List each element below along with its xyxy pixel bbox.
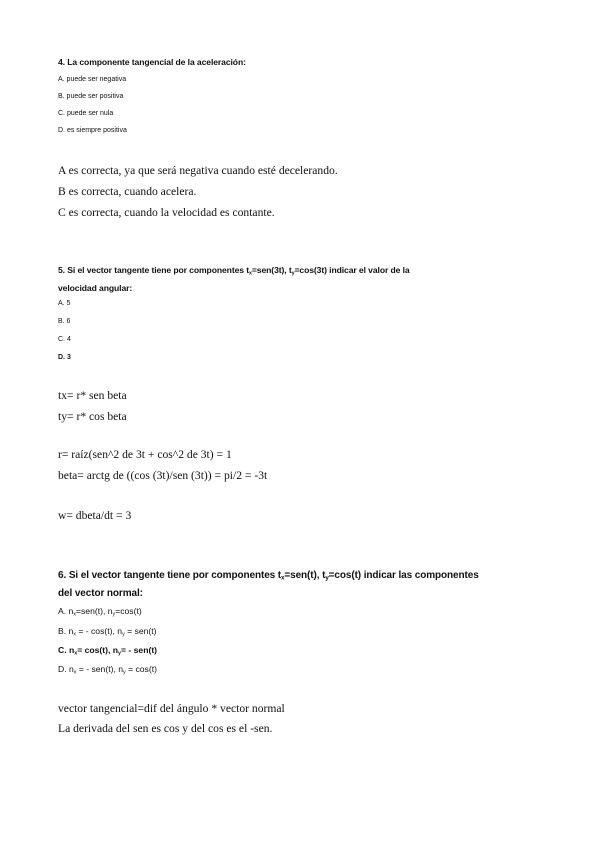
q4-option-d: D. es siempre positiva — [58, 127, 127, 134]
q6-option-b: B. $n_x$ = - cos(t), $n_y = sen(t)$ — [58, 626, 157, 638]
q4-option-c: C. puede ser nula — [58, 110, 114, 117]
q6-answer-line-1: vector tangencial=dif del ángulo * vector normal — [58, 702, 285, 715]
question-5-title: 5. Si el vector tangente tiene por componentes $t_x=sen(3t)$, $t_y=\cos(3t)$ indicar el valor de la — [58, 265, 410, 277]
q6-option-d: D. $n_x$ = - sen(t), $n_y = \cos(t)$ — [58, 664, 157, 676]
q5-option-d: D. 3 — [58, 354, 71, 361]
q5-option-a: A. 5 — [58, 300, 71, 307]
q6-answer-line-2: La derivada del sen es cos y del cos es el -sen. — [58, 722, 273, 735]
q4-option-b: B. puede ser positiva — [58, 93, 124, 100]
question-6-title-line-2: del vector normal: — [58, 588, 143, 599]
q4-answer-line-1: A es correcta, ya que será negativa cuando esté decelerando. — [58, 164, 338, 177]
q4-answer-line-3: C es correcta, cuando la velocidad es contante. — [58, 206, 275, 219]
q5-option-c: C. 4 — [58, 336, 71, 343]
q5-work-line-5: w= dbeta/dt = 3 — [58, 509, 132, 522]
q5-option-b: B. 6 — [58, 318, 71, 325]
q5-work-line-3: r= raíz(sen^2 de 3t + cos^2 de 3t) = 1 — [58, 448, 232, 461]
q4-option-a: A. puede ser negativa — [58, 76, 127, 83]
q5-work-line-4: beta= arctg de ((cos (3t)/sen (3t)) = pi/2 = -3t — [58, 469, 268, 482]
question-6-title: 6. Si el vector tangente tiene por componentes $t_x=sen(t)$, $t_y=\cos(t)$ indicar las componentes — [58, 570, 479, 582]
q4-answer-line-2: B es correcta, cuando acelera. — [58, 185, 197, 198]
question-5-title-line-2: velocidad angular: — [58, 283, 133, 293]
q5-work-line-1: tx= r* sen beta — [58, 389, 127, 402]
q6-option-a: A. $n_x=sen(t)$, $n_y=\cos(t)$ — [58, 606, 142, 618]
question-4-title: 4. La componente tangencial de la aceleración: — [58, 57, 246, 67]
q6-option-c: C. $n_x= \cos(t)$, $n_y= - sen(t)$ — [58, 645, 158, 657]
q5-work-line-2: ty= r* cos beta — [58, 410, 127, 423]
